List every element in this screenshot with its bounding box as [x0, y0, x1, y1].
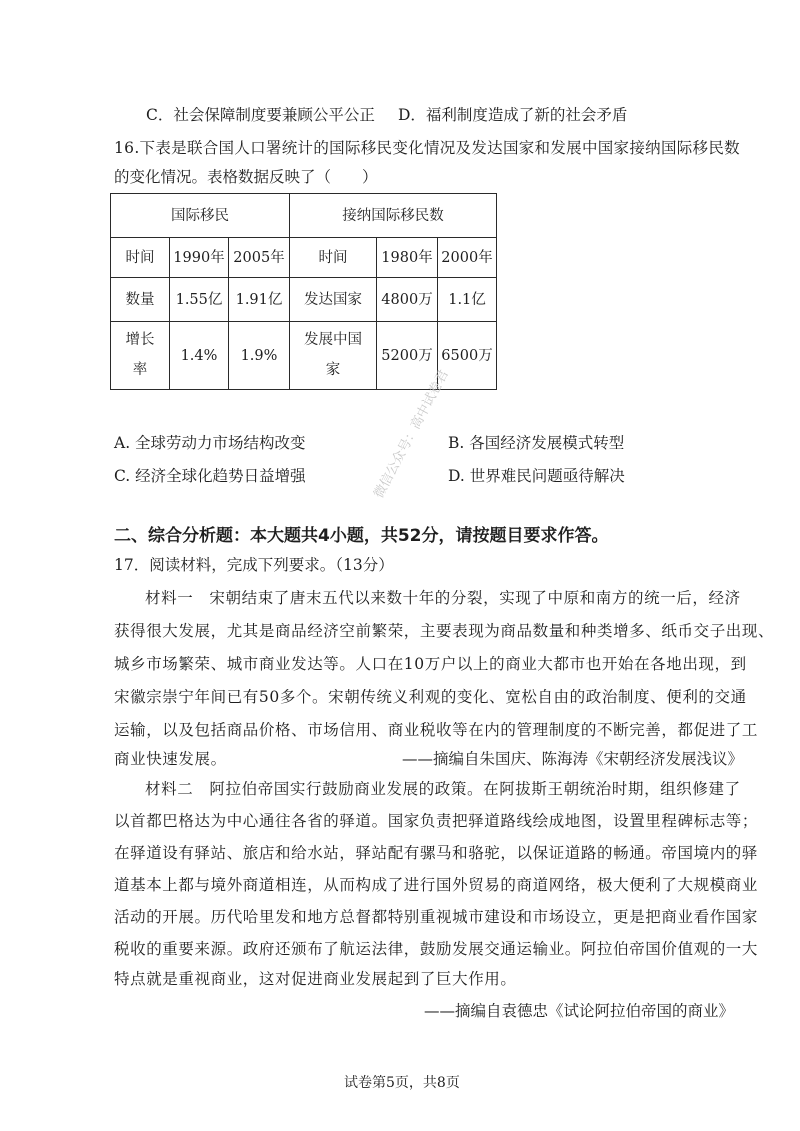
cell-count-1990: 1.55亿 — [170, 278, 229, 322]
section-title: 二、综合分析题：本大题共4小题，共52分，请按题目要求作答。 — [114, 526, 609, 546]
q16-stem-line1: 16.下表是联合国人口署统计的国际移民变化情况及发达国家和发展中国家接纳国际移民数 — [114, 139, 740, 157]
cell-2005: 2005年 — [229, 238, 290, 278]
material2-line: 道基本上都与境外商道相连，从而构成了进行国外贸易的商道网络，极大便利了大规模商业 — [114, 876, 759, 894]
q17-stem: 17．阅读材料，完成下列要求。（13分） — [114, 556, 394, 574]
material1-source: ——摘编自朱国庆、陈海涛《宋朝经济发展浅议》 — [402, 750, 744, 768]
page-footer: 试卷第5页，共8页 — [344, 1075, 460, 1091]
material1-line: 运输，以及包括商品价格、市场信用、商业税收等在内的管理制度的不断完善，都促进了工 — [114, 721, 759, 739]
cell-2000: 2000年 — [438, 238, 497, 278]
cell-developed-1980: 4800万 — [377, 278, 438, 322]
q16-option-a: A. 全球劳动力市场结构改变 — [114, 434, 306, 452]
cell-developed-label: 发达国家 — [290, 278, 377, 322]
material1-line: 宋徽宗崇宁年间已有50多个。宋朝传统义利观的变化、宽松自由的政治制度、便利的交通 — [114, 688, 747, 706]
cell-count-2005: 1.91亿 — [229, 278, 290, 322]
material1-line: 城乡市场繁荣、城市商业发达等。人口在10万户以上的商业大都市也开始在各地出现，到 — [114, 655, 747, 673]
q16-option-d: D. 世界难民问题亟待解决 — [448, 467, 625, 485]
material1-line: 获得很大发展，尤其是商品经济空前繁荣，主要表现为商品数量和种类增多、纸币交子出现、 — [114, 622, 775, 640]
cell-1980: 1980年 — [377, 238, 438, 278]
material2-line: 以首都巴格达为中心通往各省的驿道。国家负责把驿道路线绘成地图，设置里程碑标志等； — [114, 812, 759, 830]
material2-line: 材料二 阿拉伯帝国实行鼓励商业发展的政策。在阿拔斯王朝统治时期，组织修建了 — [145, 780, 741, 798]
cell-developed-2000: 1.1亿 — [438, 278, 497, 322]
q16-option-c: C. 经济全球化趋势日益增强 — [114, 467, 306, 485]
cell-1990: 1990年 — [170, 238, 229, 278]
table-row-count — [111, 278, 497, 322]
cell-developing-2000: 6500万 — [438, 322, 497, 390]
material1-line: 材料一 宋朝结束了唐末五代以来数十年的分裂，实现了中原和南方的统一后，经济 — [145, 589, 741, 607]
material2-source: ——摘编自袁德忠《试论阿拉伯帝国的商业》 — [424, 1002, 735, 1020]
table-header-received-migrants: 接纳国际移民数 — [290, 194, 497, 238]
cell-count-label: 数量 — [111, 278, 170, 322]
migration-table — [110, 193, 497, 390]
table-row-time — [111, 238, 497, 278]
material2-line: 在驿道设有驿站、旅店和给水站，驿站配有骡马和骆驼，以保证道路的畅通。帝国境内的驿 — [114, 844, 759, 862]
q16-stem-line2: 的变化情况。表格数据反映了（ ） — [114, 168, 378, 186]
watermark: 微信公众号：高中试卷君 — [371, 367, 452, 501]
cell-growth-1990: 1.4% — [170, 322, 229, 390]
material2-line: 特点就是重视商业，这对促进商业发展起到了巨大作用。 — [114, 970, 517, 988]
cell-developing-label: 发展中国 家 — [290, 322, 377, 390]
cell-developing-1980: 5200万 — [377, 322, 438, 390]
material1-line: 商业快速发展。 — [114, 750, 227, 768]
cell-time-left: 时间 — [111, 238, 170, 278]
material2-line: 活动的开展。历代哈里发和地方总督都特别重视城市建设和市场设立，更是把商业看作国家 — [114, 908, 759, 926]
q16-option-b: B. 各国经济发展模式转型 — [448, 434, 625, 452]
cell-growth-2005: 1.9% — [229, 322, 290, 390]
table-header-intl-migrants: 国际移民 — [111, 194, 290, 238]
option-c-prev: C．社会保障制度要兼顾公平公正 — [146, 106, 375, 124]
option-d-prev: D．福利制度造成了新的社会矛盾 — [398, 106, 628, 124]
cell-time-right: 时间 — [290, 238, 377, 278]
material2-line: 税收的重要来源。政府还颁布了航运法律，鼓励发展交通运输业。阿拉伯帝国价值观的一大 — [114, 940, 759, 958]
cell-growth-label: 增长 率 — [111, 322, 170, 390]
